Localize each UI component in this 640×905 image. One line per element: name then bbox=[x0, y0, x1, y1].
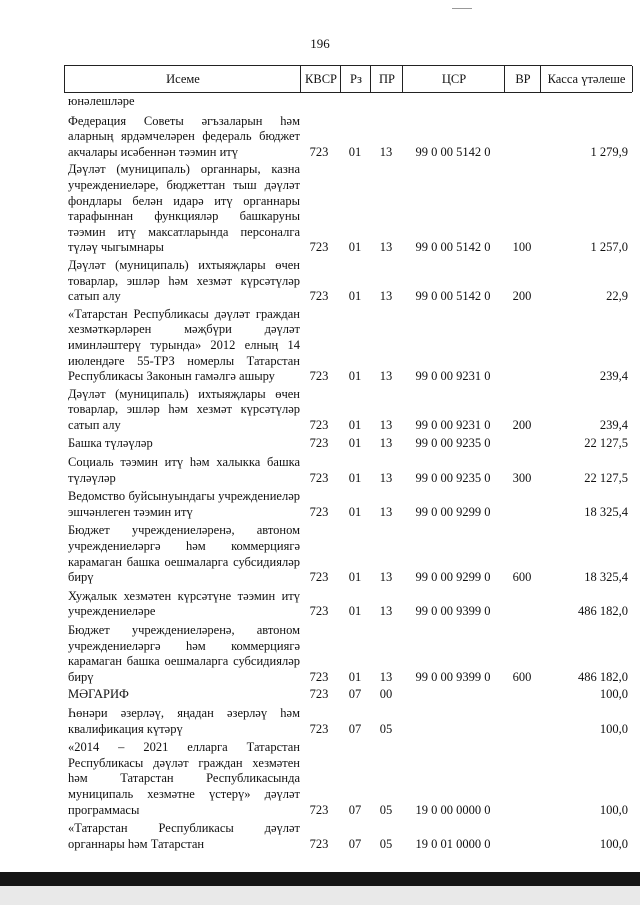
row-csr: 99 0 00 5142 0 bbox=[415, 144, 491, 159]
row-amount: 1 257,0 bbox=[590, 240, 628, 255]
row-csr: 99 0 00 9235 0 bbox=[415, 470, 491, 485]
row-amount: 18 325,4 bbox=[584, 504, 628, 519]
row-rz: 01 bbox=[348, 417, 362, 432]
row-rz: 01 bbox=[348, 570, 362, 585]
row-amount: 486 182,0 bbox=[578, 604, 628, 619]
table-row bbox=[64, 821, 632, 852]
row-pr: 05 bbox=[379, 836, 393, 851]
scan-margin bbox=[0, 886, 640, 905]
table-row bbox=[64, 162, 632, 256]
row-kvsr: 723 bbox=[309, 687, 329, 702]
row-amount: 239,4 bbox=[599, 369, 628, 384]
row-vr: 300 bbox=[512, 470, 532, 485]
row-kvsr: 723 bbox=[309, 470, 329, 485]
row-pr: 13 bbox=[379, 604, 393, 619]
table-row bbox=[64, 687, 632, 703]
row-kvsr: 723 bbox=[309, 417, 329, 432]
row-kvsr: 723 bbox=[309, 369, 329, 384]
row-amount: 100,0 bbox=[599, 836, 628, 851]
row-rz: 07 bbox=[348, 687, 362, 702]
table-body bbox=[64, 92, 632, 852]
row-name: юнәлешләре bbox=[68, 94, 135, 108]
row-vr: 100 bbox=[512, 240, 532, 255]
table-row bbox=[64, 94, 632, 110]
row-name: «Татарстан Республикасы дәүләт граждан хезмәткәрләрен мәҗбүри дәүләт иминләштерү турында» 2012 елның 14 июлендәге 55-ТРЗ номерлы Татарстан Республикасы Законын гамәлгә ашыру bbox=[68, 306, 300, 384]
row-pr: 13 bbox=[379, 417, 393, 432]
row-vr: 200 bbox=[512, 417, 532, 432]
row-kvsr: 723 bbox=[309, 802, 329, 817]
row-rz: 01 bbox=[348, 436, 362, 451]
table-row bbox=[64, 258, 632, 305]
row-kvsr: 723 bbox=[309, 144, 329, 159]
table-row bbox=[64, 455, 632, 486]
table-header bbox=[64, 65, 632, 93]
row-rz: 07 bbox=[348, 802, 362, 817]
row-pr: 05 bbox=[379, 721, 393, 736]
row-csr: 99 0 00 9299 0 bbox=[415, 570, 491, 585]
row-name: Дәүләт (муниципаль) органнары, казна учреждениеләре, бюджеттан тыш дәүләт фондлары белән идарә итү органнары тарафыннан функцияләр башкаруны тәэмин итү максатларында персоналга түләү чыгымнары bbox=[68, 162, 300, 255]
table-row bbox=[64, 740, 632, 818]
row-name: Дәүләт (муниципаль) ихтыяҗлары өчен товарлар, эшләр һәм хезмәт күрсәтүләр сатып алу bbox=[68, 257, 300, 304]
row-rz: 07 bbox=[348, 721, 362, 736]
row-name: МӘГАРИФ bbox=[68, 687, 129, 702]
table-row bbox=[64, 436, 632, 452]
row-name: Хуҗалык хезмәтен күрсәтүне тәэмин итү учреждениеләре bbox=[68, 588, 300, 619]
row-amount: 100,0 bbox=[599, 802, 628, 817]
row-pr: 13 bbox=[379, 369, 393, 384]
row-csr: 99 0 00 9399 0 bbox=[415, 604, 491, 619]
row-kvsr: 723 bbox=[309, 604, 329, 619]
row-pr: 13 bbox=[379, 570, 393, 585]
scan-edge bbox=[0, 872, 640, 886]
row-amount: 239,4 bbox=[599, 417, 628, 432]
row-pr: 00 bbox=[379, 687, 393, 702]
row-pr: 13 bbox=[379, 470, 393, 485]
table-row bbox=[64, 623, 632, 685]
row-pr: 13 bbox=[379, 144, 393, 159]
row-csr: 99 0 00 9231 0 bbox=[415, 369, 491, 384]
row-amount: 100,0 bbox=[599, 721, 628, 736]
header-amount: Касса үтәлеше bbox=[540, 66, 633, 92]
row-name: «Татарстан Республикасы дәүләт органнары һәм Татарстан bbox=[68, 821, 300, 851]
table-row bbox=[64, 589, 632, 620]
row-kvsr: 723 bbox=[309, 721, 329, 736]
row-kvsr: 723 bbox=[309, 240, 329, 255]
row-name: «2014 – 2021 елларга Татарстан Республикасы дәүләт граждан хезмәтен һәм Татарстан Республикасында муниципаль хезмәтне үстерү» дәүләт программасы bbox=[68, 740, 300, 817]
row-rz: 01 bbox=[348, 289, 362, 304]
header-kvsr: КВСР bbox=[300, 66, 341, 92]
table-row bbox=[64, 307, 632, 385]
row-kvsr: 723 bbox=[309, 289, 329, 304]
row-pr: 13 bbox=[379, 504, 393, 519]
header-csr: ЦСР bbox=[402, 66, 505, 92]
row-vr: 600 bbox=[512, 669, 532, 684]
row-name: Дәүләт (муниципаль) ихтыяҗлары өчен товарлар, эшләр һәм хезмәт күрсәтүләр сатып алу bbox=[68, 386, 300, 432]
table-row bbox=[64, 489, 632, 520]
row-name: Федерация Советы әгъзаларын һәм аларның ярдәмчеләрен федераль бюджет акчалары исәбеннән тәэмин итү bbox=[68, 113, 300, 159]
row-amount: 1 279,9 bbox=[590, 144, 628, 159]
row-vr: 600 bbox=[512, 570, 532, 585]
row-pr: 05 bbox=[379, 802, 393, 817]
row-name: Бюджет учреждениеләренә, автоном учреждениеләргә һәм коммерциягә карамаган башка оешмаларга субсидияләр бирү bbox=[68, 523, 300, 585]
row-amount: 22 127,5 bbox=[584, 436, 628, 451]
row-amount: 22,9 bbox=[606, 289, 628, 304]
table-row bbox=[64, 523, 632, 585]
row-rz: 07 bbox=[348, 836, 362, 851]
row-name: Социаль тәэмин итү һәм халыкка башка түләүләр bbox=[68, 455, 300, 485]
row-kvsr: 723 bbox=[309, 836, 329, 851]
row-csr: 99 0 00 9399 0 bbox=[415, 669, 491, 684]
row-amount: 486 182,0 bbox=[578, 669, 628, 684]
row-rz: 01 bbox=[348, 470, 362, 485]
row-name: Һөнәри әзерләү, яңадан әзерләү һәм квалификация күтәрү bbox=[68, 705, 300, 736]
row-csr: 19 0 01 0000 0 bbox=[415, 836, 491, 851]
row-name: Бюджет учреждениеләренә, автоном учреждениеләргә һәм коммерциягә карамаган башка оешмаларга субсидияләр бирү bbox=[68, 623, 300, 684]
row-name: Башка түләүләр bbox=[68, 436, 153, 451]
row-pr: 13 bbox=[379, 669, 393, 684]
row-rz: 01 bbox=[348, 604, 362, 619]
row-kvsr: 723 bbox=[309, 570, 329, 585]
row-kvsr: 723 bbox=[309, 669, 329, 684]
header-vr: ВР bbox=[504, 66, 541, 92]
row-name: Ведомство буйсынуындагы учреждениеләр эшчәнлеген тәэмин итү bbox=[68, 489, 300, 519]
row-csr: 99 0 00 9299 0 bbox=[415, 504, 491, 519]
row-rz: 01 bbox=[348, 669, 362, 684]
row-amount: 22 127,5 bbox=[584, 470, 628, 485]
row-rz: 01 bbox=[348, 144, 362, 159]
table-row bbox=[64, 387, 632, 434]
row-csr: 99 0 00 9235 0 bbox=[415, 436, 491, 451]
table-row bbox=[64, 114, 632, 161]
row-pr: 13 bbox=[379, 436, 393, 451]
table-row bbox=[64, 706, 632, 737]
row-rz: 01 bbox=[348, 369, 362, 384]
scan-mark bbox=[452, 8, 472, 9]
row-amount: 100,0 bbox=[599, 687, 628, 702]
row-csr: 99 0 00 9231 0 bbox=[415, 417, 491, 432]
row-kvsr: 723 bbox=[309, 504, 329, 519]
row-amount: 18 325,4 bbox=[584, 570, 628, 585]
row-vr: 200 bbox=[512, 289, 532, 304]
row-csr: 99 0 00 5142 0 bbox=[415, 240, 491, 255]
page-number: 196 bbox=[310, 36, 330, 51]
row-rz: 01 bbox=[348, 504, 362, 519]
header-name: Исеме bbox=[64, 66, 301, 92]
row-pr: 13 bbox=[379, 240, 393, 255]
row-kvsr: 723 bbox=[309, 436, 329, 451]
header-rz: Рз bbox=[340, 66, 371, 92]
header-pr: ПР bbox=[370, 66, 403, 92]
row-csr: 99 0 00 5142 0 bbox=[415, 289, 491, 304]
row-csr: 19 0 00 0000 0 bbox=[415, 802, 491, 817]
row-pr: 13 bbox=[379, 289, 393, 304]
row-rz: 01 bbox=[348, 240, 362, 255]
